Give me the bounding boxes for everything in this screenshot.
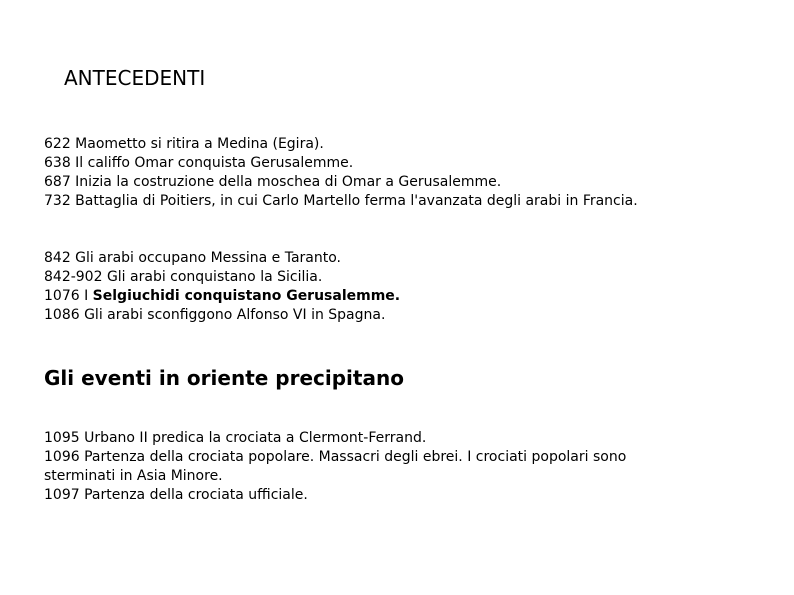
event-line: 1097 Partenza della crociata ufficiale. [44,487,308,503]
antecedents-list [44,135,638,211]
event-date-prefix: 1076 I [44,288,93,304]
event-line: 1095 Urbano II predica la crociata a Clermont-Ferrand. [44,430,427,446]
event-line: 1086 Gli arabi sconfiggono Alfonso VI in Spagna. [44,307,386,323]
antecedent-line: 732 Battaglia di Poitiers, in cui Carlo Martello ferma l'avanzata degli arabi in Francia. [44,193,638,209]
later-events-list [44,249,400,325]
event-line: 1096 Partenza della crociata popolare. Massacri degli ebrei. I crociati popolari sono [44,449,627,465]
antecedent-line: 687 Inizia la costruzione della moschea di Omar a Gerusalemme. [44,174,502,190]
event-bold-text: Selgiuchidi conquistano Gerusalemme. [92,288,401,304]
event-line [44,287,400,306]
page-title: ANTECEDENTI [64,66,206,90]
antecedent-line: 638 Il califfo Omar conquista Gerusalemme. [44,155,354,171]
event-line: 842-902 Gli arabi conquistano la Sicilia. [44,269,323,285]
section-heading: Gli eventi in oriente precipitano [44,366,404,390]
event-line: sterminati in Asia Minore. [44,468,223,484]
antecedent-line: 622 Maometto si ritira a Medina (Egira). [44,136,324,152]
crusade-events-list [44,429,626,505]
event-line: 842 Gli arabi occupano Messina e Taranto. [44,250,341,266]
